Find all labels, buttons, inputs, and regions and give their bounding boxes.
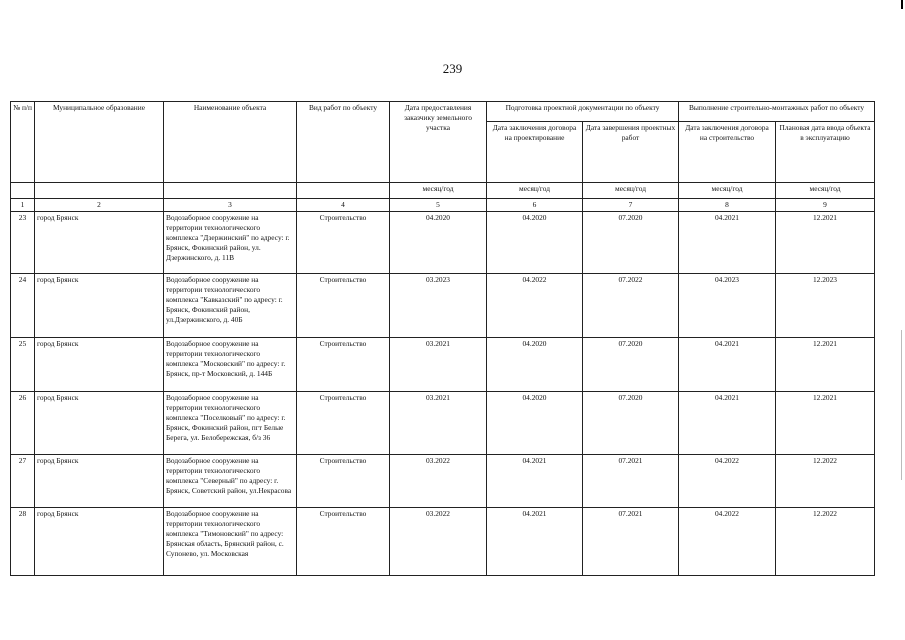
construction-contract-cell: 04.2023 <box>679 274 776 338</box>
land-date-cell: 03.2022 <box>390 508 487 576</box>
design-end-cell: 07.2022 <box>583 274 679 338</box>
row-number: 23 <box>11 212 35 274</box>
column-number: 3 <box>164 199 297 212</box>
municipality-cell: город Брянск <box>35 508 164 576</box>
column-number: 2 <box>35 199 164 212</box>
work-type-cell: Строительство <box>297 455 390 508</box>
design-contract-cell: 04.2020 <box>487 392 583 455</box>
design-contract-cell: 04.2020 <box>487 338 583 392</box>
design-end-cell: 07.2021 <box>583 508 679 576</box>
construction-contract-cell: 04.2022 <box>679 455 776 508</box>
row-number: 28 <box>11 508 35 576</box>
land-date-cell: 03.2021 <box>390 338 487 392</box>
table-row <box>11 392 875 455</box>
row-number: 24 <box>11 274 35 338</box>
object-name-cell: Водозаборное сооружение на территории технологического комплекса "Северный" по адресу: г. Брянск, Советский район, ул.Некрасова <box>164 455 297 508</box>
unit-cell <box>164 183 297 199</box>
design-end-cell: 07.2020 <box>583 212 679 274</box>
work-type-cell: Строительство <box>297 274 390 338</box>
page-number: 239 <box>442 61 463 76</box>
column-number: 5 <box>390 199 487 212</box>
construction-contract-cell: 04.2021 <box>679 212 776 274</box>
design-end-cell: 07.2020 <box>583 392 679 455</box>
header-design-end: Дата завершения проектных работ <box>583 122 679 183</box>
table-row <box>11 274 875 338</box>
land-date-cell: 03.2022 <box>390 455 487 508</box>
column-number: 6 <box>487 199 583 212</box>
object-name-cell: Водозаборное сооружение на территории технологического комплекса "Поселковый" по адресу: г. Брянск, Фокинский район, пгт Белые Берега, ул. Белобережская, б/з 36 <box>164 392 297 455</box>
municipality-cell: город Брянск <box>35 212 164 274</box>
header-design-contract: Дата заключения договора на проектирование <box>487 122 583 183</box>
commissioning-cell: 12.2021 <box>776 392 875 455</box>
column-number: 4 <box>297 199 390 212</box>
municipality-cell: город Брянск <box>35 338 164 392</box>
row-number: 26 <box>11 392 35 455</box>
unit-label: месяц/год <box>487 183 583 199</box>
work-type-cell: Строительство <box>297 212 390 274</box>
construction-contract-cell: 04.2021 <box>679 392 776 455</box>
commissioning-cell: 12.2021 <box>776 212 875 274</box>
header-design-group: Подготовка проектной документации по объекту <box>487 102 679 122</box>
header-object-name: Наименование объекта <box>164 102 297 183</box>
land-date-cell: 03.2021 <box>390 392 487 455</box>
header-work-type: Вид работ по объекту <box>297 102 390 183</box>
column-number: 7 <box>583 199 679 212</box>
header-municipality: Муниципальное образование <box>35 102 164 183</box>
object-name-cell: Водозаборное сооружение на территории технологического комплекса "Кавказский" по адресу: г. Брянск, Фокинский район, ул.Дзержинского, д. 40Б <box>164 274 297 338</box>
header-land-date: Дата предоставления заказчику земельного участка <box>390 102 487 183</box>
object-name-cell: Водозаборное сооружение на территории технологического комплекса "Тимоновский" по адресу: Брянская область, Брянский район, с. Супонево, ул. Московская <box>164 508 297 576</box>
row-number: 27 <box>11 455 35 508</box>
land-date-cell: 04.2020 <box>390 212 487 274</box>
commissioning-cell: 12.2023 <box>776 274 875 338</box>
column-number: 9 <box>776 199 875 212</box>
construction-contract-cell: 04.2022 <box>679 508 776 576</box>
work-type-cell: Строительство <box>297 508 390 576</box>
header-num: № п/п <box>11 102 35 183</box>
object-schedule-table <box>10 101 875 576</box>
table-row <box>11 455 875 508</box>
column-number: 8 <box>679 199 776 212</box>
header-construction-group: Выполнение строительно-монтажных работ по объекту <box>679 102 875 122</box>
unit-cell <box>11 183 35 199</box>
design-end-cell: 07.2021 <box>583 455 679 508</box>
unit-label: месяц/год <box>776 183 875 199</box>
unit-cell <box>35 183 164 199</box>
commissioning-cell: 12.2022 <box>776 508 875 576</box>
commissioning-cell: 12.2022 <box>776 455 875 508</box>
commissioning-cell: 12.2021 <box>776 338 875 392</box>
scan-edge-mark <box>901 0 903 9</box>
header-commissioning: Плановая дата ввода объекта в эксплуатацию <box>776 122 875 183</box>
unit-cell <box>297 183 390 199</box>
work-type-cell: Строительство <box>297 338 390 392</box>
column-number: 1 <box>11 199 35 212</box>
municipality-cell: город Брянск <box>35 455 164 508</box>
design-contract-cell: 04.2021 <box>487 508 583 576</box>
table-row <box>11 338 875 392</box>
scan-edge-line <box>901 330 902 480</box>
table-row <box>11 212 875 274</box>
object-name-cell: Водозаборное сооружение на территории технологического комплекса "Московский" по адресу: г. Брянск, пр-т Московский, д. 144Б <box>164 338 297 392</box>
table-row <box>11 508 875 576</box>
object-name-cell: Водозаборное сооружение на территории технологического комплекса "Дзержинский" по адресу: г. Брянск, Фокинский район, ул. Дзержинского, д. 11В <box>164 212 297 274</box>
unit-label: месяц/год <box>390 183 487 199</box>
design-contract-cell: 04.2020 <box>487 212 583 274</box>
design-contract-cell: 04.2022 <box>487 274 583 338</box>
design-end-cell: 07.2020 <box>583 338 679 392</box>
unit-label: месяц/год <box>583 183 679 199</box>
land-date-cell: 03.2023 <box>390 274 487 338</box>
header-construction-contract: Дата заключения договора на строительство <box>679 122 776 183</box>
municipality-cell: город Брянск <box>35 392 164 455</box>
construction-contract-cell: 04.2021 <box>679 338 776 392</box>
design-contract-cell: 04.2021 <box>487 455 583 508</box>
work-type-cell: Строительство <box>297 392 390 455</box>
municipality-cell: город Брянск <box>35 274 164 338</box>
unit-label: месяц/год <box>679 183 776 199</box>
row-number: 25 <box>11 338 35 392</box>
